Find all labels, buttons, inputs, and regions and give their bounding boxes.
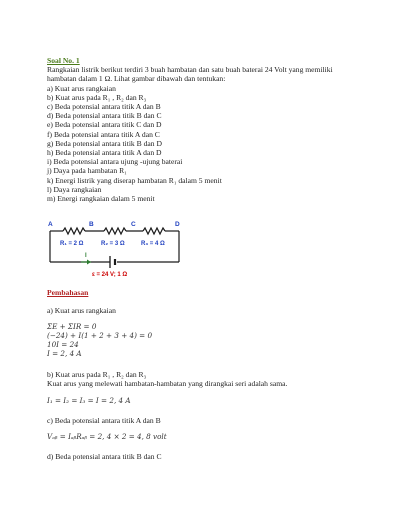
question-item: b) Kuat arus pada R₁ , R₂ dan R₃	[47, 92, 147, 102]
node-label-a: A	[48, 221, 53, 228]
resistor-label-r1: R₁ = 2 Ω	[60, 241, 84, 247]
circuit-diagram	[47, 219, 182, 281]
intro-line-1: Rangkaian listrik berikut terdiri 3 buah hambatan dan satu buah baterai 24 Volt yang memiliki	[47, 65, 333, 75]
solution-c-equation: Vₐᵦ = IₐᵦRₐᵦ = 2, 4 × 2 = 4, 8 volt	[47, 432, 167, 441]
node-label-b: B	[89, 221, 94, 228]
intro-line-2: hambatan dalam 1 Ω. Lihat gambar dibawah dan tentukan:	[47, 74, 226, 84]
question-item: l) Daya rangkaian	[47, 184, 102, 194]
question-item: m) Energi rangkaian dalam 5 menit	[47, 194, 155, 204]
resistor-labels	[60, 241, 165, 247]
question-list	[47, 84, 387, 204]
solution-a-title: a) Kuat arus rangkaian	[47, 306, 116, 315]
current-arrow	[81, 260, 91, 265]
question-item: i) Beda potensial antara ujung -ujung baterai	[47, 157, 183, 167]
question-item: k) Energi listrik yang diserap hambatan R₁ dalam 5 menit	[47, 175, 222, 185]
question-item: c) Beda potensial antara titik A dan B	[47, 102, 161, 112]
current-label: I	[85, 253, 87, 259]
question-item: g) Beda potensial antara titik B dan D	[47, 138, 162, 148]
question-item: f) Beda potensial antara titik A dan C	[47, 129, 160, 139]
battery-label: ε = 24 V; 1 Ω	[92, 272, 128, 278]
question-item: j) Daya pada hambatan R₁	[47, 166, 127, 176]
solution-a-equation-2: (−24) + I(1 + 2 + 3 + 4) = 0	[47, 331, 153, 340]
question-item: h) Beda potensial antara titik A dan D	[47, 148, 162, 158]
battery-symbol	[110, 256, 115, 268]
solution-a-equation-1: ΣE + ΣIR = 0	[47, 322, 97, 331]
question-item: e) Beda potensial antara titik C dan D	[47, 120, 162, 130]
resistor-label-r2: R₂ = 3 Ω	[101, 241, 125, 247]
solution-d-title: d) Beda potensial antara titik B dan C	[47, 452, 162, 461]
question-item: d) Beda potensial antara titik B dan C	[47, 111, 162, 121]
solution-b-title: b) Kuat arus pada R₁ , R₂ dan R₃	[47, 370, 147, 379]
resistor-label-r3: R₃ = 4 Ω	[141, 241, 165, 247]
solution-b-text: Kuat arus yang melewati hambatan-hambatan yang dirangkai seri adalah sama.	[47, 379, 288, 388]
solution-c-title: c) Beda potensial antara titik A dan B	[47, 416, 161, 425]
node-labels	[48, 221, 180, 228]
problem-heading: Soal No. 1	[47, 56, 80, 65]
question-item: a) Kuat arus rangkaian	[47, 83, 116, 93]
node-label-c: C	[131, 221, 136, 228]
solution-a-equation-4: I = 2, 4 A	[47, 349, 82, 358]
solution-heading: Pembahasan	[47, 288, 89, 297]
solution-a-equation-3: 10I = 24	[47, 340, 79, 349]
problem-statement	[47, 56, 387, 203]
node-label-d: D	[175, 221, 180, 228]
solution-b-equation: I₁ = I₂ = I₃ = I = 2, 4 A	[47, 396, 131, 405]
